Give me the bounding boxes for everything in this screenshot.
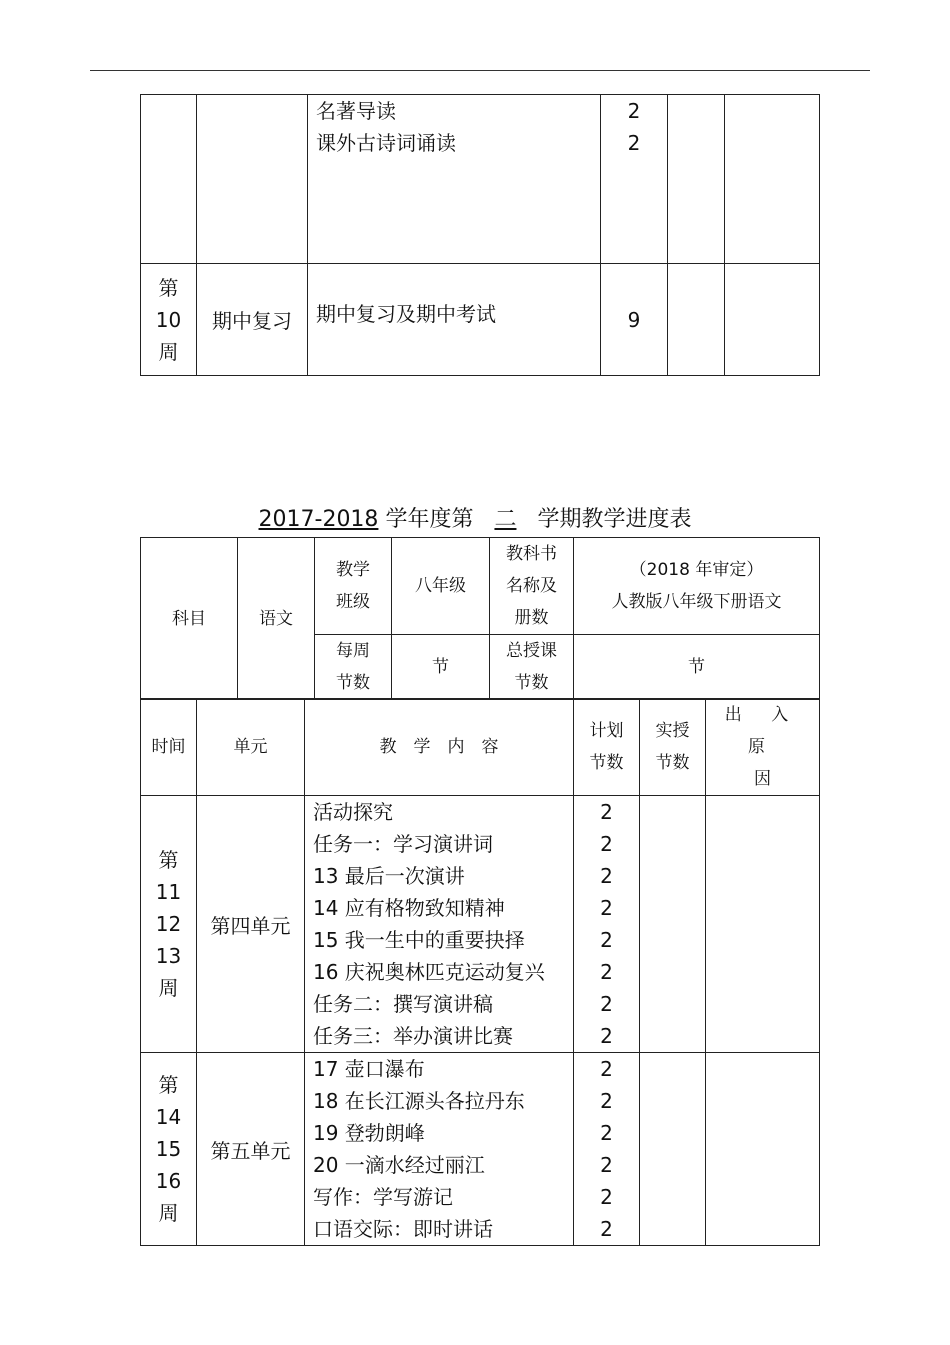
- actual-hours-cell: [668, 95, 725, 264]
- unit-cell: 期中复习: [197, 264, 308, 376]
- week-line: 13: [155, 944, 182, 968]
- week-line: 周: [158, 339, 179, 364]
- plan-hours-cell: [601, 95, 668, 264]
- week-line: 14: [155, 1105, 182, 1129]
- header-line: 计划: [589, 721, 624, 741]
- header-unit: 单元: [197, 699, 305, 796]
- book-line: 人教版八年级下册语文: [611, 592, 782, 612]
- unit-cell: [197, 95, 308, 264]
- lesson-item: 口语交际：即时讲话: [313, 1217, 493, 1241]
- reason-cell: [706, 1053, 820, 1246]
- title-text: 学期教学进度表: [537, 507, 692, 532]
- hours-value: 2: [600, 928, 613, 952]
- reason-cell: [725, 95, 820, 264]
- header-reason: [706, 699, 820, 796]
- header-line: 因: [754, 769, 771, 789]
- hours-value: 2: [627, 99, 641, 123]
- hours-value: 2: [600, 800, 613, 824]
- lesson-item: 15 我一生中的重要抉择: [313, 928, 525, 952]
- label-line: 节数: [514, 673, 549, 693]
- course-info-table: [140, 537, 820, 700]
- weekly-value: 节: [392, 635, 490, 700]
- week-line: 12: [155, 912, 182, 936]
- hours-value: 2: [600, 864, 613, 888]
- header-actual: [640, 699, 706, 796]
- previous-schedule-table: [140, 94, 820, 376]
- lesson-item: 13 最后一次演讲: [313, 864, 465, 888]
- week-cell: [141, 95, 197, 264]
- header-time: 时间: [141, 699, 197, 796]
- unit-cell: 第四单元: [197, 796, 305, 1053]
- content-line: 课外古诗词诵读: [316, 131, 456, 155]
- subject-value: 语文: [238, 538, 315, 700]
- actual-hours-cell: [640, 1053, 706, 1246]
- hours-value: 2: [600, 1089, 613, 1113]
- unit-cell: 第五单元: [197, 1053, 305, 1246]
- content-cell: [305, 1053, 574, 1246]
- lesson-item: 任务三：举办演讲比赛: [313, 1024, 513, 1048]
- hours-value: 2: [600, 1153, 613, 1177]
- content-cell: [305, 796, 574, 1053]
- label-line: 名称及: [506, 576, 557, 596]
- week-line: 16: [155, 1169, 182, 1193]
- page-header-rule: [90, 70, 870, 71]
- hours-value: 2: [600, 1057, 613, 1081]
- book-line: （2018 年审定）: [629, 560, 764, 580]
- hours-value: 2: [600, 1121, 613, 1145]
- schedule-table: [140, 698, 820, 1246]
- lesson-item: 写作：学写游记: [313, 1185, 453, 1209]
- lesson-item: 活动探究: [313, 800, 393, 824]
- header-plan: [574, 699, 640, 796]
- label-line: 册数: [514, 608, 549, 628]
- plan-hours-cell: [574, 796, 640, 1053]
- plan-hours-cell: 9: [601, 264, 668, 376]
- label-line: 节数: [336, 673, 370, 693]
- content-cell: [308, 95, 601, 264]
- term-number: 二: [494, 507, 517, 532]
- week-line: 第: [158, 848, 179, 872]
- week-line: 11: [155, 880, 182, 904]
- class-label: [315, 538, 392, 635]
- hours-value: 2: [627, 131, 641, 155]
- label-line: 教科书: [506, 544, 557, 564]
- lesson-item: 任务一：学习演讲词: [313, 832, 493, 856]
- book-value: [574, 538, 820, 635]
- lesson-item: 18 在长江源头各拉丹东: [313, 1089, 525, 1113]
- label-line: 班级: [336, 592, 370, 612]
- week-cell: [141, 1053, 197, 1246]
- content-line: 名著导读: [316, 99, 396, 123]
- title-text: 学年度第: [385, 507, 474, 532]
- content-cell: 期中复习及期中考试: [308, 264, 601, 376]
- week-line: 周: [158, 1201, 179, 1225]
- total-label: [490, 635, 574, 700]
- subject-label: 科目: [141, 538, 238, 700]
- lesson-item: 20 一滴水经过丽江: [313, 1153, 485, 1177]
- hours-value: 2: [600, 1185, 613, 1209]
- lesson-item: 17 壶口瀑布: [313, 1057, 425, 1081]
- hours-value: 2: [600, 992, 613, 1016]
- label-line: 总授课: [506, 641, 557, 661]
- school-year: 2017-2018: [258, 507, 379, 532]
- page-title: [0, 504, 950, 536]
- hours-value: 2: [600, 1024, 613, 1048]
- week-line: 15: [155, 1137, 182, 1161]
- lesson-item: 任务二：撰写演讲稿: [313, 992, 493, 1016]
- reason-cell: [706, 796, 820, 1053]
- week-line: 周: [158, 976, 179, 1000]
- header-line: 节数: [589, 753, 624, 773]
- hours-value: 2: [600, 1217, 613, 1241]
- lesson-item: 16 庆祝奥林匹克运动复兴: [313, 960, 545, 984]
- week-line: 第: [158, 275, 179, 300]
- weekly-label: [315, 635, 392, 700]
- lesson-item: 14 应有格物致知精神: [313, 896, 505, 920]
- label-line: 教学: [336, 560, 370, 580]
- week-line: 第: [158, 1073, 179, 1097]
- week-cell: [141, 264, 197, 376]
- total-value: 节: [574, 635, 820, 700]
- grade-value: 八年级: [392, 538, 490, 635]
- reason-cell: [725, 264, 820, 376]
- label-line: 每周: [336, 641, 370, 661]
- week-cell: [141, 796, 197, 1053]
- week-line: 10: [155, 307, 182, 332]
- hours-value: 2: [600, 960, 613, 984]
- table-row: [141, 796, 820, 1053]
- plan-hours-cell: [574, 1053, 640, 1246]
- header-line: 实授: [655, 721, 690, 741]
- book-label: [490, 538, 574, 635]
- actual-hours-cell: [640, 796, 706, 1053]
- header-line: 节数: [655, 753, 690, 773]
- header-content: 教 学 内 容: [305, 699, 574, 796]
- header-line: 出 入 原: [724, 705, 801, 757]
- actual-hours-cell: [668, 264, 725, 376]
- table-row: [141, 1053, 820, 1246]
- hours-value: 2: [600, 896, 613, 920]
- lesson-item: 19 登勃朗峰: [313, 1121, 425, 1145]
- hours-value: 2: [600, 832, 613, 856]
